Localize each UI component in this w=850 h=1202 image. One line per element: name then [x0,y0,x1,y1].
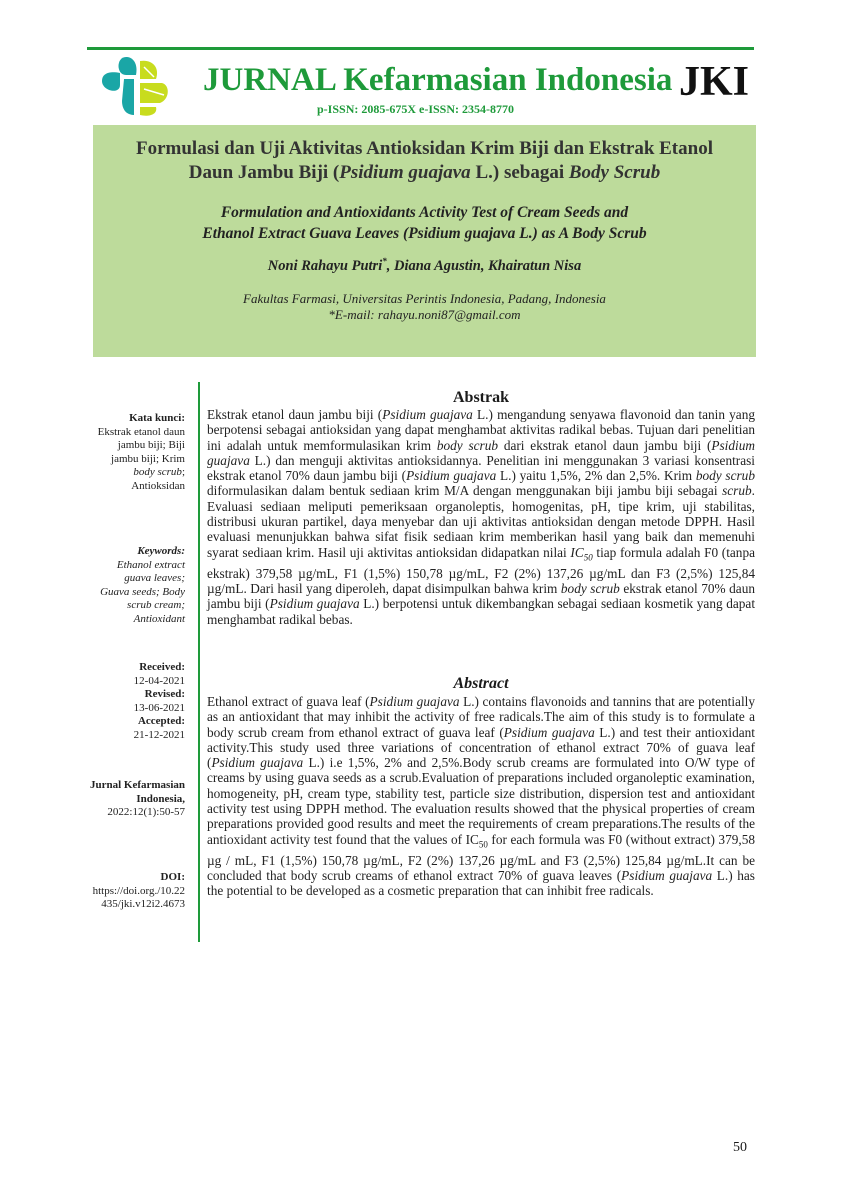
journal-title: JURNAL Kefarmasian Indonesia [203,62,673,98]
article-title: Formulasi dan Uji Aktivitas Antioksidan Krim Biji dan Ekstrak Etanol Daun Jambu Biji (Psidium guajava L.) sebagai Body Scrub [136,138,713,183]
abstrak-body: Ekstrak etanol daun jambu biji (Psidium guajava L.) mengandung senyawa flavonoid dan tanin yang berpotensi sebagai antioksidan yang dapat menghambat aktivitas radikal bebas. Tujuan dari penelitian ini adalah untuk memformulasikan krim body scrub dari ekstrak etanol daun jambu biji (Psidium guajava L.) dan menguji aktivitas antioksidannya. Penelitian ini menggunakan 3 variasi konsentrasi ekstrak etanol 70% daun jambu biji (Psidium guajava L.) yaitu 1,5%, 2% dan 2,5%. Krim body scrub diformulasikan dalam bentuk sediaan krim M/A dengan menggunakan biji jambu biji sebagai scrub. Evaluasi sediaan meliputi pemeriksaan organoleptis, homogenitas, pH, tipe krim, uji stabilitas, distribusi ukuran partikel, daya menyebar dan uji aktivitas antioksidan dengan metode DPPH. Hasil evaluasi menunjukkan bahwa sifat fisik sediaan krim memberikan hasil yang baik dan memenuhi syarat sediaan krim. Hasil uji aktivitas antioksidan didapatkan nilai $IC_{50}$ tiap formula adalah F0 (tanpa ekstrak) 379,58 µg/mL, F1 (1,5%) 150,78 µg/mL, F2 (2%) 137,26 µg/mL dan F3 (2,5%) 125,84 µg/mL. Dari hasil yang diperoleh, dapat disimpulkan bahwa krim body scrub ekstrak etanol 70% daun jambu biji (Psidium guajava L.) berpotensi untuk dikembangkan sebagai sediaan kosmetik yang dapat menghambat radikal bebas. [207,407,756,627]
sidebar-journal-ref: Jurnal Kefarmasian Indonesia, 2022:12(1):50-57 [89,779,185,818]
sidebar-doi: DOI: https://doi.org./10.22 435/jki.v12i2.4673 [92,871,185,910]
abstract-heading: Abstract [453,675,509,692]
abstrak-heading: Abstrak [452,389,509,406]
page-number: 50 [733,1140,747,1155]
abstract-body: Ethanol extract of guava leaf (Psidium guajava L.) contains flavonoids and tannins that are potentially as an antioxidant that may inhibit the activity of free radicals.The aim of this study is to formulate a body scrub cream from ethanol extract of guava leaf (Psidium guajava L.) and test their antioxidant activity.This study used three variations of concentration of ethanol extract 70% of guava leaf (Psidium guajava L.) i.e 1,5%, 2% and 2,5%.Body scrub creams are formulated into O/W type of creams by using guava seeds as a scrub.Evaluation of preparations included organoleptic examination, homogeneity, pH, cream type, stability test, particle size distribution, dispersion test and antioxidant activity test using DPPH method. The evaluation results showed that the physical properties of cream preparations provided good results and meet the requirements of cream preparations.The results of the antioxidant activity test found that the values of $IC_{50}$ for each formula was F0 (without extract) 379,58 µg / mL, F1 (1,5%) 150,78 µg/mL, F2 (2%) 137,26 µg/mL and F3 (2,5%) 125,84 µg/mL.It can be concluded that body scrub creams of ethanol extract 70% of guava leaves (Psidium guajava L.) has the potential to be developed as a cosmetic preparation that can inhibit free radicals. [207,694,756,899]
journal-abbr: JKI [679,59,750,105]
sidebar-divider [198,382,200,942]
doi-link[interactable]: https://doi.org./10.22 435/jki.v12i2.4673 [92,884,185,910]
sidebar-dates: Received: 12-04-2021 Revised: 13-06-2021 Accepted: 21-12-2021 [133,661,185,741]
journal-issn: p-ISSN: 2085-675X e-ISSN: 2354-8770 [317,102,515,116]
article-title-english: Formulation and Antioxidants Activity Test of Cream Seeds and Ethanol Extract Guava Leaves (Psidium guajava L.) as A Body Scrub [202,204,647,242]
article-header [93,125,756,357]
sidebar-kata-kunci: Kata kunci: Ekstrak etanol daun jambu biji; Biji jambu biji; Krim body scrub; Antioksidan [97,412,185,492]
sidebar-keywords: Keywords: Ethanol extract guava leaves; Guava seeds; Body scrub cream; Antioxidant [100,545,185,625]
article-authors: Noni Rahayu Putri*, Diana Agustin, Khairatun Nisa [267,256,582,274]
journal-logo-icon [100,55,172,117]
author-email[interactable]: *E-mail: rahayu.noni87@gmail.com [328,307,521,322]
header-rule [87,47,754,50]
article-affiliation: Fakultas Farmasi, Universitas Perintis Indonesia, Padang, Indonesia *E-mail: rahayu.noni87@gmail.com [243,291,606,322]
